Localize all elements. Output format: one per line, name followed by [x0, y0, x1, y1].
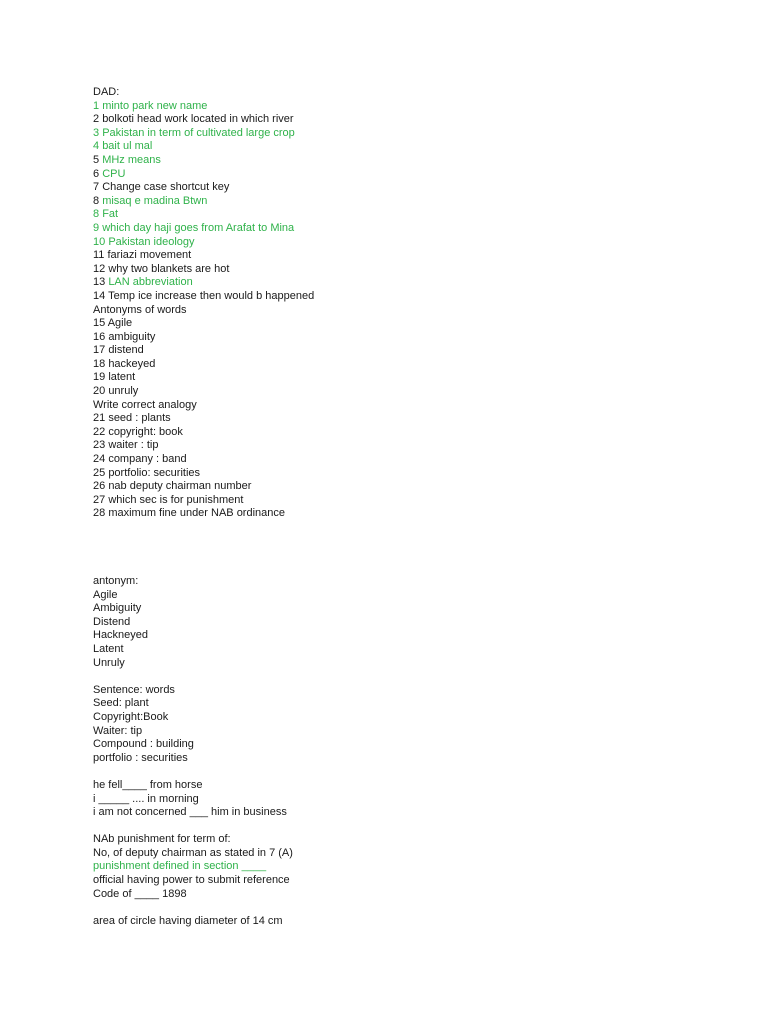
- sentence-header: Sentence: words: [93, 683, 175, 696]
- analogy-item: 26 nab deputy chairman number: [93, 480, 252, 493]
- questions-list: [93, 100, 713, 304]
- question-item: 8 Fat: [93, 208, 119, 221]
- antonym-item: 15 Agile: [93, 317, 133, 330]
- question-item: 14 Temp ice increase then would b happened: [93, 289, 315, 302]
- analogy-item: 21 seed : plants: [93, 412, 171, 425]
- analogy-item: 27 which sec is for punishment: [93, 493, 244, 506]
- blank-line: [93, 765, 713, 779]
- question-item: 7 Change case shortcut key: [93, 181, 230, 194]
- circle-question: area of circle having diameter of 14 cm: [93, 914, 283, 927]
- dad-header: DAD:: [93, 86, 120, 98]
- question-item: 12 why two blankets are hot: [93, 262, 230, 275]
- question-item: 2 bolkoti head work located in which river: [93, 113, 294, 126]
- pair-item: Copyright:Book: [93, 710, 169, 723]
- analogy-item: 28 maximum fine under NAB ordinance: [93, 507, 286, 520]
- fill-blank-item: he fell____ from horse: [93, 778, 203, 791]
- analogy-item: 22 copyright: book: [93, 425, 183, 438]
- question-item: 9 which day haji goes from Arafat to Mina: [93, 221, 295, 234]
- analogy-item: 23 waiter : tip: [93, 439, 159, 452]
- antonym-item: 18 hackeyed: [93, 357, 156, 370]
- analogy-item: 25 portfolio: securities: [93, 466, 201, 479]
- antonym-item: 19 latent: [93, 371, 136, 384]
- question-item: 5 MHz means: [93, 153, 161, 166]
- analogy-list: [93, 412, 713, 521]
- analogy-header: Write correct analogy: [93, 398, 197, 411]
- question-item: 10 Pakistan ideology: [93, 235, 195, 248]
- blank-line: [93, 901, 713, 915]
- question-item: 4 bait ul mal: [93, 140, 153, 153]
- nab-item: Code of ____ 1898: [93, 887, 187, 900]
- antonym-item: 20 unruly: [93, 385, 139, 398]
- blank-line: [93, 670, 713, 684]
- nab-item: official having power to submit reference: [93, 874, 290, 887]
- document-page: [93, 86, 713, 928]
- antonym-word: Hackneyed: [93, 629, 149, 642]
- question-item: 3 Pakistan in term of cultivated large crop: [93, 126, 295, 139]
- section-spacer: [93, 521, 713, 575]
- antonym-word: Agile: [93, 588, 118, 601]
- antonym-item: 16 ambiguity: [93, 330, 156, 343]
- question-item: 6 CPU: [93, 167, 126, 180]
- antonyms-header: Antonyms of words: [93, 303, 187, 316]
- nab-header: NAb punishment for term of:: [93, 833, 231, 846]
- analogy-item: 24 company : band: [93, 453, 187, 466]
- antonym-item: 17 distend: [93, 344, 144, 357]
- fill-blank-item: i am not concerned ___ him in business: [93, 806, 287, 819]
- pair-item: Seed: plant: [93, 697, 149, 710]
- fill-blank-item: i _____ .... in morning: [93, 792, 199, 805]
- question-item: 1 minto park new name: [93, 99, 208, 112]
- question-item: 8 misaq e madina Btwn: [93, 194, 208, 207]
- pair-item: Compound : building: [93, 738, 194, 751]
- pair-item: portfolio : securities: [93, 751, 188, 764]
- nab-item: punishment defined in section ____: [93, 860, 267, 873]
- question-item: 13 LAN abbreviation: [93, 276, 193, 289]
- question-item: 11 fariazi movement: [93, 249, 192, 262]
- blank-line: [93, 820, 713, 834]
- antonyms-list: [93, 317, 713, 399]
- pair-item: Waiter: tip: [93, 724, 143, 737]
- nab-item: No, of deputy chairman as stated in 7 (A): [93, 846, 293, 859]
- antonym-word: Distend: [93, 615, 131, 628]
- antonym-word: Unruly: [93, 656, 125, 669]
- antonym-word: Ambiguity: [93, 602, 142, 615]
- antonym-header: antonym:: [93, 575, 139, 587]
- antonym-word: Latent: [93, 642, 124, 655]
